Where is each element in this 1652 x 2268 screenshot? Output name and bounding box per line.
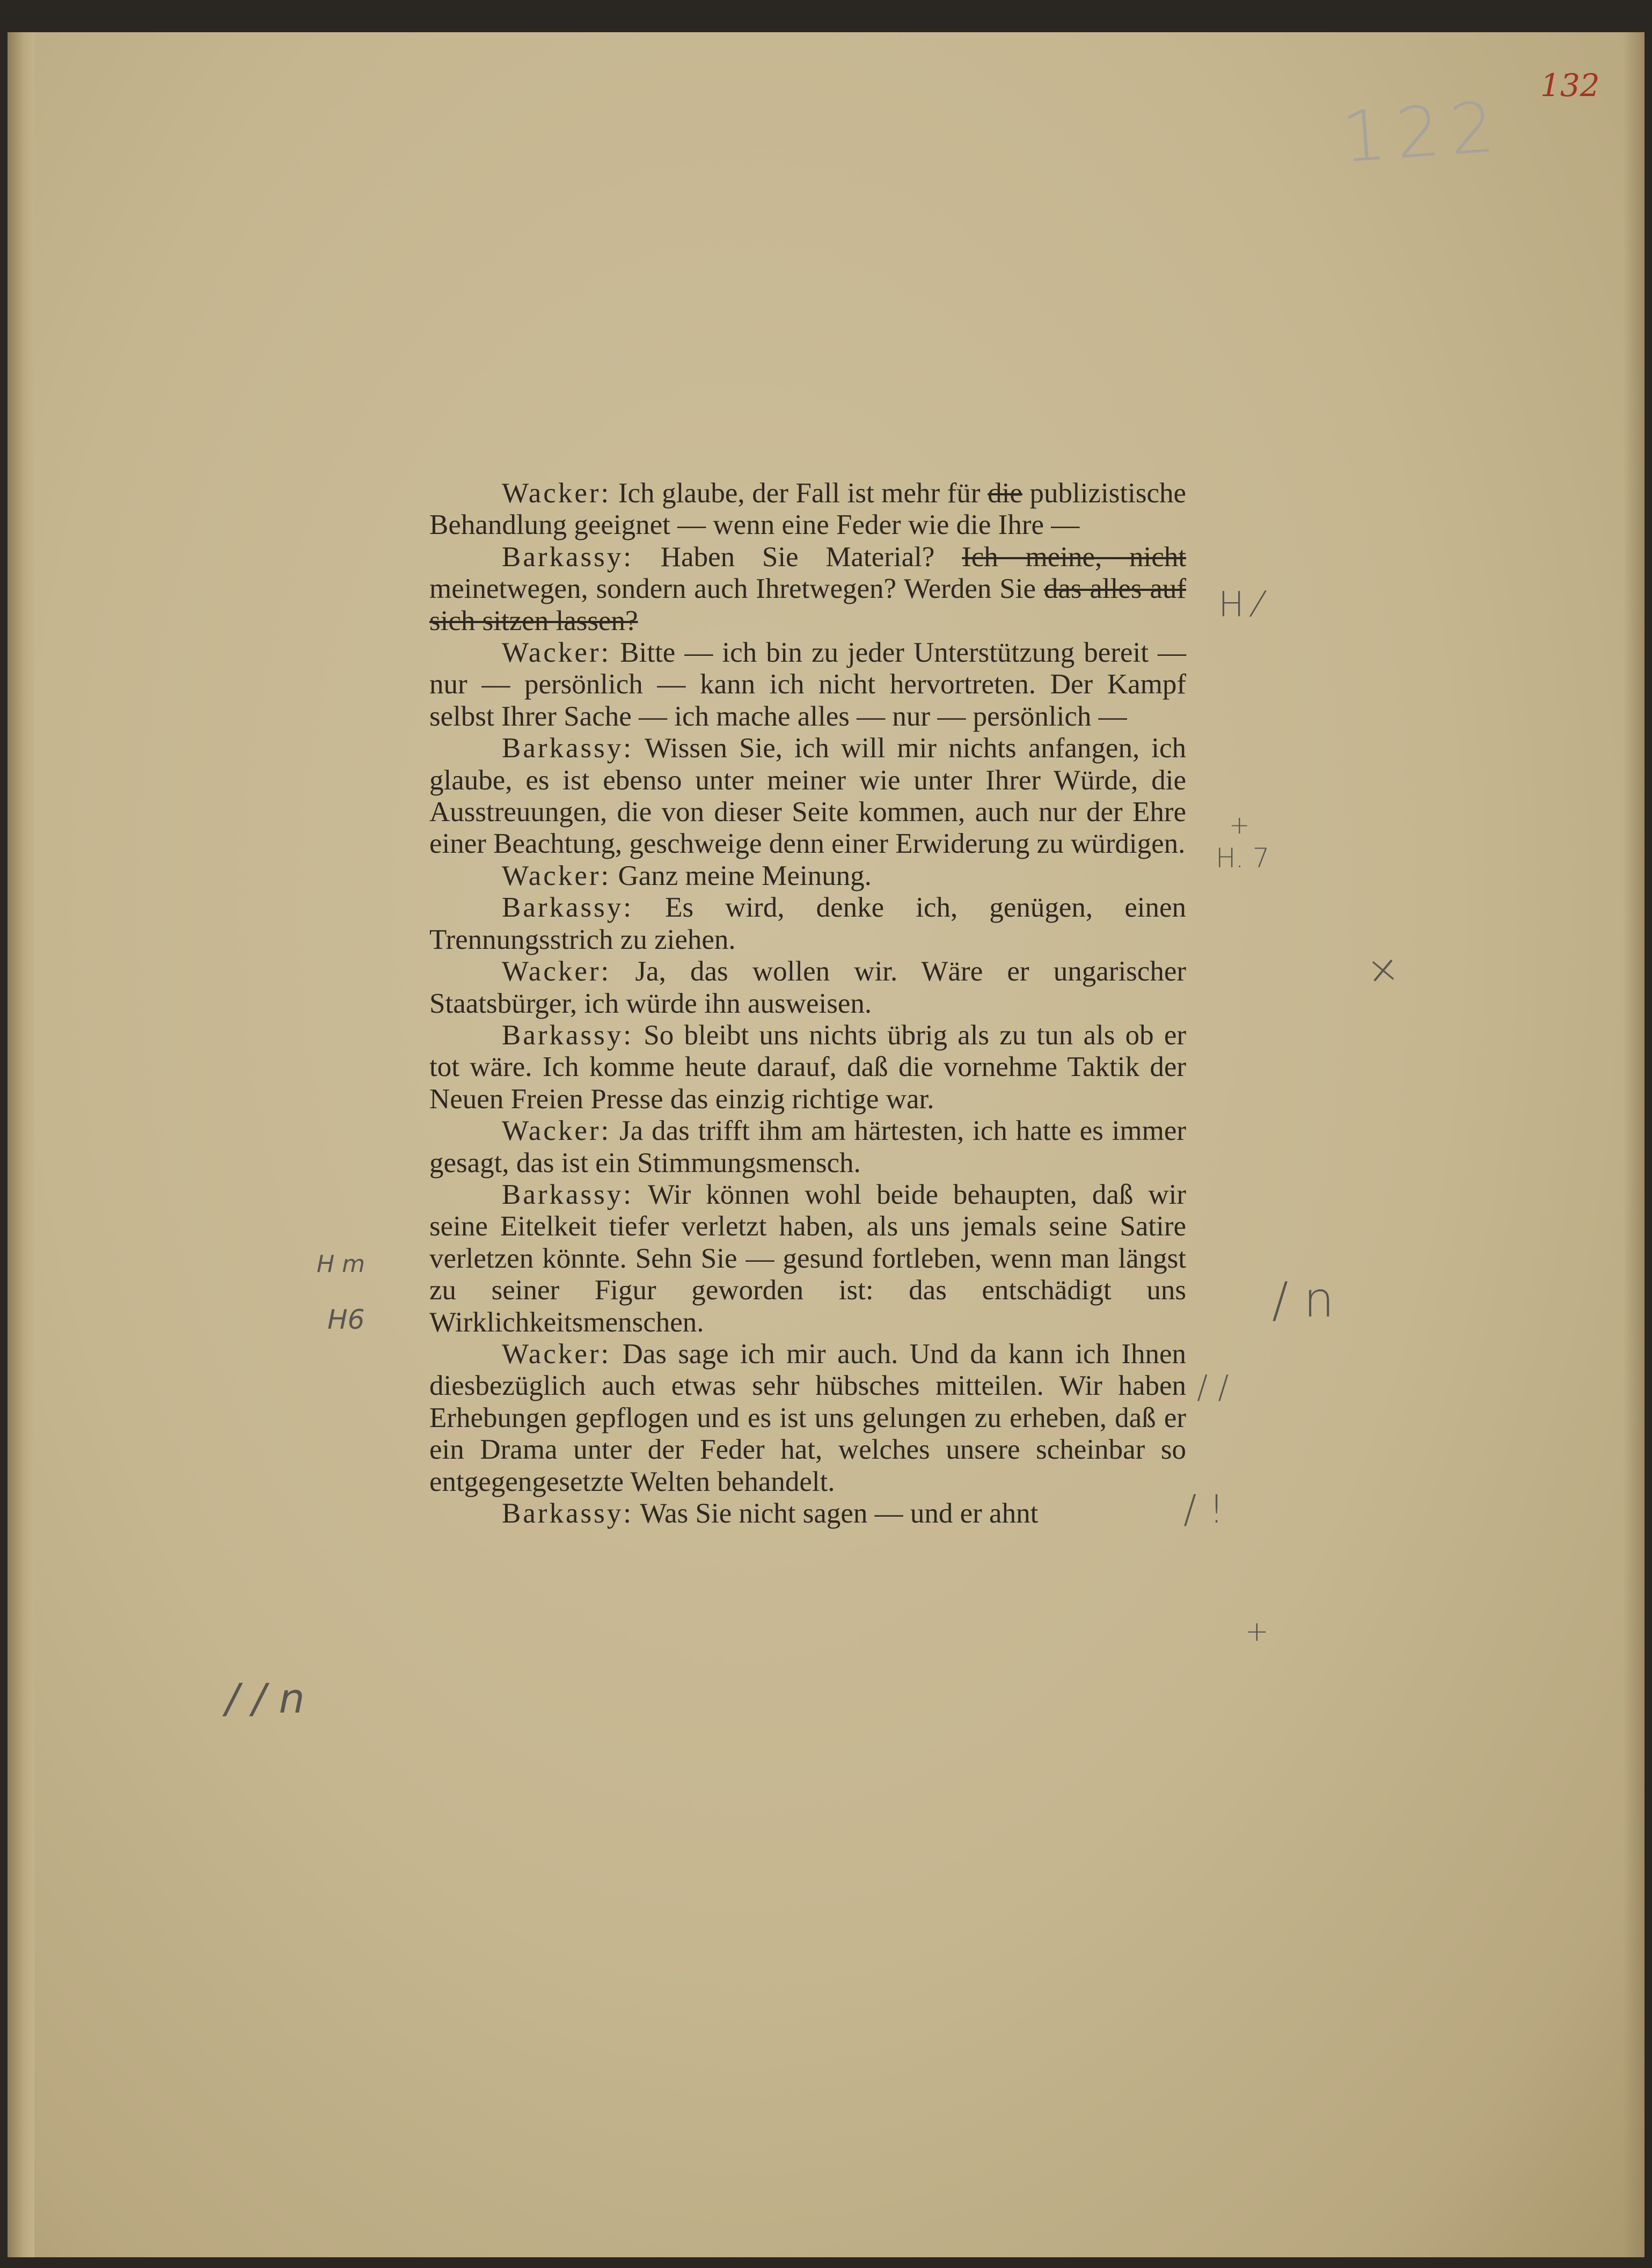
line-text: publizistische Behandlung geeignet — wenn eine Feder wie die Ihre —: [429, 478, 1187, 541]
dialogue-paragraph: [429, 542, 1186, 637]
dialogue-paragraph: [429, 1179, 1186, 1338]
dialogue-paragraph: [429, 1338, 1186, 1498]
page-edge-shadow: [1623, 32, 1644, 2257]
speaker-name: Wacker:: [502, 860, 611, 891]
margin-note-h7: H. 7: [1216, 843, 1270, 874]
margin-note-ln: / n: [1272, 1272, 1334, 1328]
struck-text: Ich meine, nicht: [962, 541, 1186, 573]
line-text: Ganz meine Meinung.: [611, 860, 872, 891]
margin-note-lln: / / n: [225, 1674, 305, 1722]
speaker-name: Barkassy:: [502, 1019, 634, 1051]
speaker-name: Wacker:: [502, 956, 611, 987]
speaker-name: Barkassy:: [502, 733, 634, 764]
scan-border-top: [0, 0, 1652, 32]
speaker-name: Barkassy:: [502, 541, 634, 573]
speaker-name: Wacker:: [502, 1115, 611, 1147]
dialogue-paragraph: [429, 1498, 1186, 1530]
line-text: Was Sie nicht sagen — und er ahnt: [633, 1498, 1039, 1529]
line-text: Bitte — ich bin zu jeder Unterstützung bereit — nur — persönlich — kann ich nicht hervortreten. Der Kampf selbst Ihrer Sache — ich mache alles — nur — persönlich —: [429, 637, 1186, 732]
dialogue-paragraph: [429, 956, 1186, 1020]
line-text: So bleibt uns nichts übrig als zu tun als ob er tot wäre. Ich komme heute darauf, daß die vornehme Taktik der Neuen Freien Presse das einzig richtige war.: [429, 1019, 1186, 1115]
line-text: Wir können wohl beide behaupten, daß wir seine Eitelkeit tiefer verletzt haben, als uns jemals seine Satire verletzen könnte. Sehn Sie — gesund fortleben, wenn man längst zu seiner Figur geworden ist: das entschädigt uns Wirklichkeitsmenschen.: [429, 1179, 1186, 1338]
margin-note-exclaim: / !: [1183, 1487, 1225, 1532]
margin-note-cross-1: +: [1229, 810, 1250, 839]
folio-number: 132: [1540, 67, 1600, 104]
line-text: Wissen Sie, ich will mir nichts anfangen, ich glaube, es ist ebenso unter meiner wie unter Ihrer Würde, die Ausstreuungen, die von dieser Seite kommen, auch nur der Ehre einer Beachtung, geschweige denn einer Erwiderung zu würdigen.: [429, 733, 1186, 860]
scan-border-bottom: [0, 2257, 1652, 2268]
dialogue-paragraph: [429, 1020, 1186, 1115]
speaker-name: Wacker:: [502, 1338, 611, 1370]
speaker-name: Wacker:: [502, 478, 611, 509]
line-text: Ja das trifft ihm am härtesten, ich hatte es immer gesagt, das ist ein Stimmungsmensch.: [429, 1115, 1186, 1179]
speaker-name: Barkassy:: [502, 1498, 634, 1529]
scan-border-right: [1644, 0, 1652, 2268]
speaker-name: Barkassy:: [502, 1179, 634, 1210]
line-text: Haben Sie Material?: [633, 541, 962, 573]
dialogue-paragraph: [429, 860, 1186, 892]
margin-note-double-stroke: / /: [1197, 1369, 1229, 1406]
struck-text: die: [988, 478, 1022, 509]
dialogue-paragraph: [429, 1115, 1186, 1179]
pencil-page-number: 122: [1339, 85, 1507, 179]
speaker-name: Wacker:: [502, 637, 611, 669]
margin-note-h6: H6: [327, 1304, 365, 1335]
scan-border-left: [0, 0, 8, 2268]
dialogue-paragraph: [429, 478, 1186, 542]
dialogue-paragraph: [429, 637, 1186, 733]
dialogue-paragraph: [429, 892, 1186, 956]
margin-note-hm: H m: [317, 1250, 365, 1278]
speaker-name: Barkassy:: [502, 892, 634, 924]
line-text: Ich glaube, der Fall ist mehr für: [611, 478, 988, 509]
line-text: Ja, das wollen wir. Wäre er ungarischer Staatsbürger, ich würde ihn ausweisen.: [429, 956, 1186, 1019]
struck-text: das alles auf sich sitzen lassen?: [429, 573, 1186, 636]
line-text: meinetwegen, sondern auch Ihretwegen? Werden Sie: [429, 573, 1044, 605]
line-text: Das sage ich mir auch. Und da kann ich Ihnen diesbezüglich auch etwas sehr hübsches mitteilen. Wir haben Erhebungen gepflogen und es ist uns gelungen zu erheben, daß er ein Drama unter der Feder hat, welches unsere scheinbar so entgegengesetzte Welten behandelt.: [429, 1338, 1186, 1497]
dialogue-paragraph: [429, 733, 1186, 860]
margin-note-h1: H ⁄: [1218, 585, 1261, 625]
dialogue-text: [429, 478, 1186, 1530]
line-text: Es wird, denke ich, genügen, einen Trennungsstrich zu ziehen.: [429, 892, 1186, 955]
binding-fold: [8, 32, 34, 2257]
margin-note-cross-3: +: [1245, 1615, 1269, 1648]
margin-note-cross-2: +: [1354, 939, 1414, 1000]
